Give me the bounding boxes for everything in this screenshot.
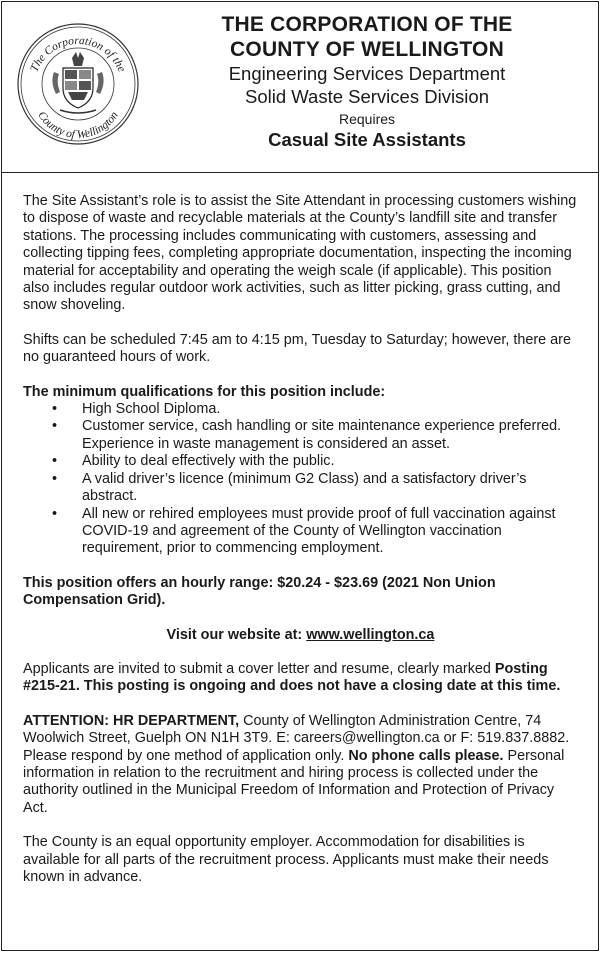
posting-header: [2, 2, 598, 173]
qualifications-list: [23, 401, 578, 558]
bullet-icon: •: [52, 505, 58, 522]
intro-paragraph: The Site Assistant’s role is to assist the Site Attendant in processing customers wishing to dispose of waste and recyclable materials at the County’s landfill site and transfer stations. The processing includes communicating with customers, assessing and collecting tipping fees, completing appropriate documentation, inspecting the incoming material for acceptability and operating the weigh scale (if applicable). This position also includes regular outdoor work activities, such as litter picking, grass cutting, and snow shoveling.: [23, 193, 577, 314]
job-posting: [1, 1, 599, 951]
contact-paragraph: ATTENTION: HR DEPARTMENT, County of Wellington Administration Centre, 74 Woolwich Street, Guelph ON N1H 3T9. E: careers@wellington.ca or F: 519.837.8882. Please respond by one method of application only. No phone calls please. Personal information in relation to the recruitment and hiring process is collected under the authority outlined in the Municipal Freedom of Information and Protection of Privacy Act.: [23, 712, 570, 816]
svg-text:The Corporation of the: The Corporation of the: [28, 34, 128, 74]
shifts-paragraph: Shifts can be scheduled 7:45 am to 4:15 pm, Tuesday to Saturday; however, there are no guaranteed hours of work.: [23, 331, 571, 366]
bullet-icon: •: [52, 418, 58, 435]
posting-number: Posting #215-21. This posting is ongoing and does not have a closing date at this time.: [23, 660, 561, 695]
header-text: [144, 12, 590, 151]
qualifications-heading: The minimum qualifications for this position include:: [23, 383, 386, 400]
position-title: Casual Site Assistants: [268, 129, 466, 150]
list-item: • A valid driver’s licence (minimum G2 Class) and a satisfactory driver’s abstract.: [52, 470, 527, 505]
website-label: Visit our website at:: [166, 626, 307, 643]
no-phone-notice: No phone calls please.: [348, 747, 504, 764]
county-seal-logo: [16, 22, 140, 146]
posting-body: [2, 173, 598, 886]
apply-paragraph: Applicants are invited to submit a cover letter and resume, clearly marked Posting #215-21. This posting is ongoing and does not have a closing date at this time.: [23, 660, 561, 695]
title-line-2: COUNTY OF WELLINGTON: [230, 38, 504, 61]
website-line: [23, 627, 578, 644]
bullet-icon: •: [52, 401, 58, 418]
division-name: Solid Waste Services Division: [244, 86, 489, 107]
pay-range: This position offers an hourly range: $20.24 - $23.69 (2021 Non Union Compensation Grid).: [23, 574, 496, 609]
department-name: Engineering Services Department: [228, 63, 506, 84]
list-item: • Customer service, cash handling or site maintenance experience preferred. Experience in waste management is considered an asset.: [52, 418, 562, 452]
title-line-1: THE CORPORATION OF THE: [221, 13, 513, 36]
list-item: • High School Diploma.: [52, 401, 221, 418]
equal-opportunity-paragraph: The County is an equal opportunity employer. Accommodation for disabilities is available for all parts of the recruitment process. Applicants must make their needs known in advance.: [23, 834, 549, 885]
bullet-icon: •: [52, 470, 58, 487]
svg-text:County of Wellington: County of Wellington: [35, 109, 121, 142]
attention-label: ATTENTION: HR DEPARTMENT,: [23, 712, 240, 729]
list-item: • Ability to deal effectively with the public.: [52, 453, 335, 470]
bullet-icon: •: [52, 453, 58, 470]
list-item: • All new or rehired employees must provide proof of full vaccination against COVID-19 and agreement of the County of Wellington vaccination requirement, prior to commencing employment.: [52, 505, 556, 557]
website-link[interactable]: www.wellington.ca: [306, 626, 435, 643]
requires-label: Requires: [338, 111, 396, 127]
